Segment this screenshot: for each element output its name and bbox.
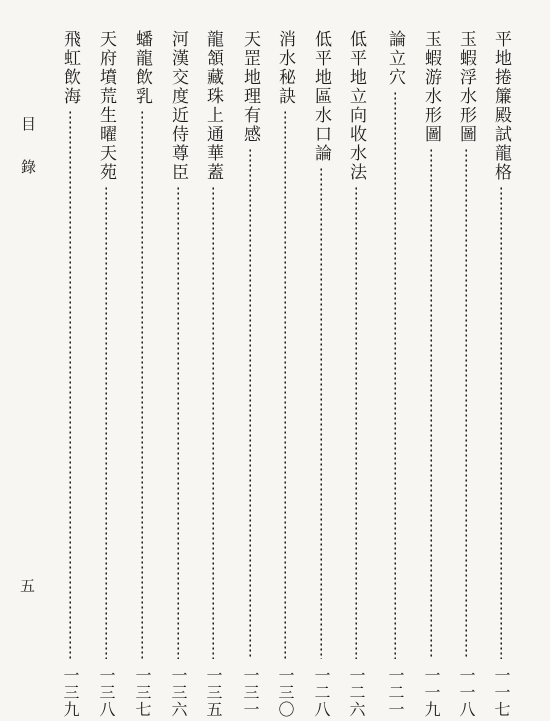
dot-leader	[465, 148, 467, 659]
toc-entry	[239, 30, 261, 720]
entry-page-number: 一一八	[457, 667, 476, 718]
entry-page-number: 一二一	[386, 667, 405, 718]
entry-title: 蟠龍飲乳	[132, 30, 152, 106]
page-folio: 五	[20, 577, 36, 595]
toc-entry	[274, 30, 296, 720]
entry-page-number: 一三八	[97, 667, 116, 718]
toc-entry	[384, 30, 406, 720]
toc-entry	[95, 30, 117, 720]
toc-entry	[202, 30, 224, 720]
toc-entry	[131, 30, 153, 720]
dot-leader	[320, 167, 322, 659]
entry-page-number: 一一七	[492, 667, 511, 718]
entry-title: 龍頷藏珠上通華蓋	[203, 30, 223, 182]
dot-leader	[500, 186, 502, 659]
toc-entry	[310, 30, 332, 720]
toc-entry	[455, 30, 477, 720]
entry-title: 河漢交度近侍尊臣	[168, 30, 188, 182]
entry-page-number: 一三六	[169, 667, 188, 718]
toc-entry	[490, 30, 512, 720]
entry-title: 天罡地理有感	[240, 30, 260, 144]
entry-title: 低平地區水口論	[311, 30, 331, 163]
dot-leader	[212, 186, 214, 659]
entry-page-number: 一三七	[133, 667, 152, 718]
entry-title: 天府墳荒生曜天苑	[96, 30, 116, 182]
dot-leader	[177, 186, 179, 659]
toc-entry	[420, 30, 442, 720]
entry-title: 論立穴	[385, 30, 405, 87]
toc-entry	[59, 30, 81, 720]
entry-page-number: 一三〇	[276, 667, 295, 718]
entry-title: 平地捲簾殿試龍格	[491, 30, 511, 182]
toc-entry	[345, 30, 367, 720]
dot-leader	[430, 148, 432, 659]
dot-leader	[105, 186, 107, 659]
dot-leader	[394, 91, 396, 659]
dot-leader	[249, 148, 251, 659]
entry-page-number: 一二八	[312, 667, 331, 718]
entry-page-number: 一三五	[204, 667, 223, 718]
entry-page-number: 一一九	[422, 667, 441, 718]
running-head: 目錄	[19, 116, 37, 202]
dot-leader	[141, 110, 143, 659]
dot-leader	[284, 110, 286, 659]
toc-entry	[167, 30, 189, 720]
entry-page-number: 一三一	[241, 667, 260, 718]
entry-title: 玉蝦游水形圖	[421, 30, 441, 144]
dot-leader	[355, 186, 357, 659]
entry-title: 玉蝦浮水形圖	[456, 30, 476, 144]
entry-title: 低平地立向收水法	[346, 30, 366, 182]
dot-leader	[69, 110, 71, 659]
entry-title: 消水秘訣	[275, 30, 295, 106]
entry-title: 飛虹飲海	[60, 30, 80, 106]
entry-page-number: 一二六	[347, 667, 366, 718]
entry-page-number: 一三九	[61, 667, 80, 718]
